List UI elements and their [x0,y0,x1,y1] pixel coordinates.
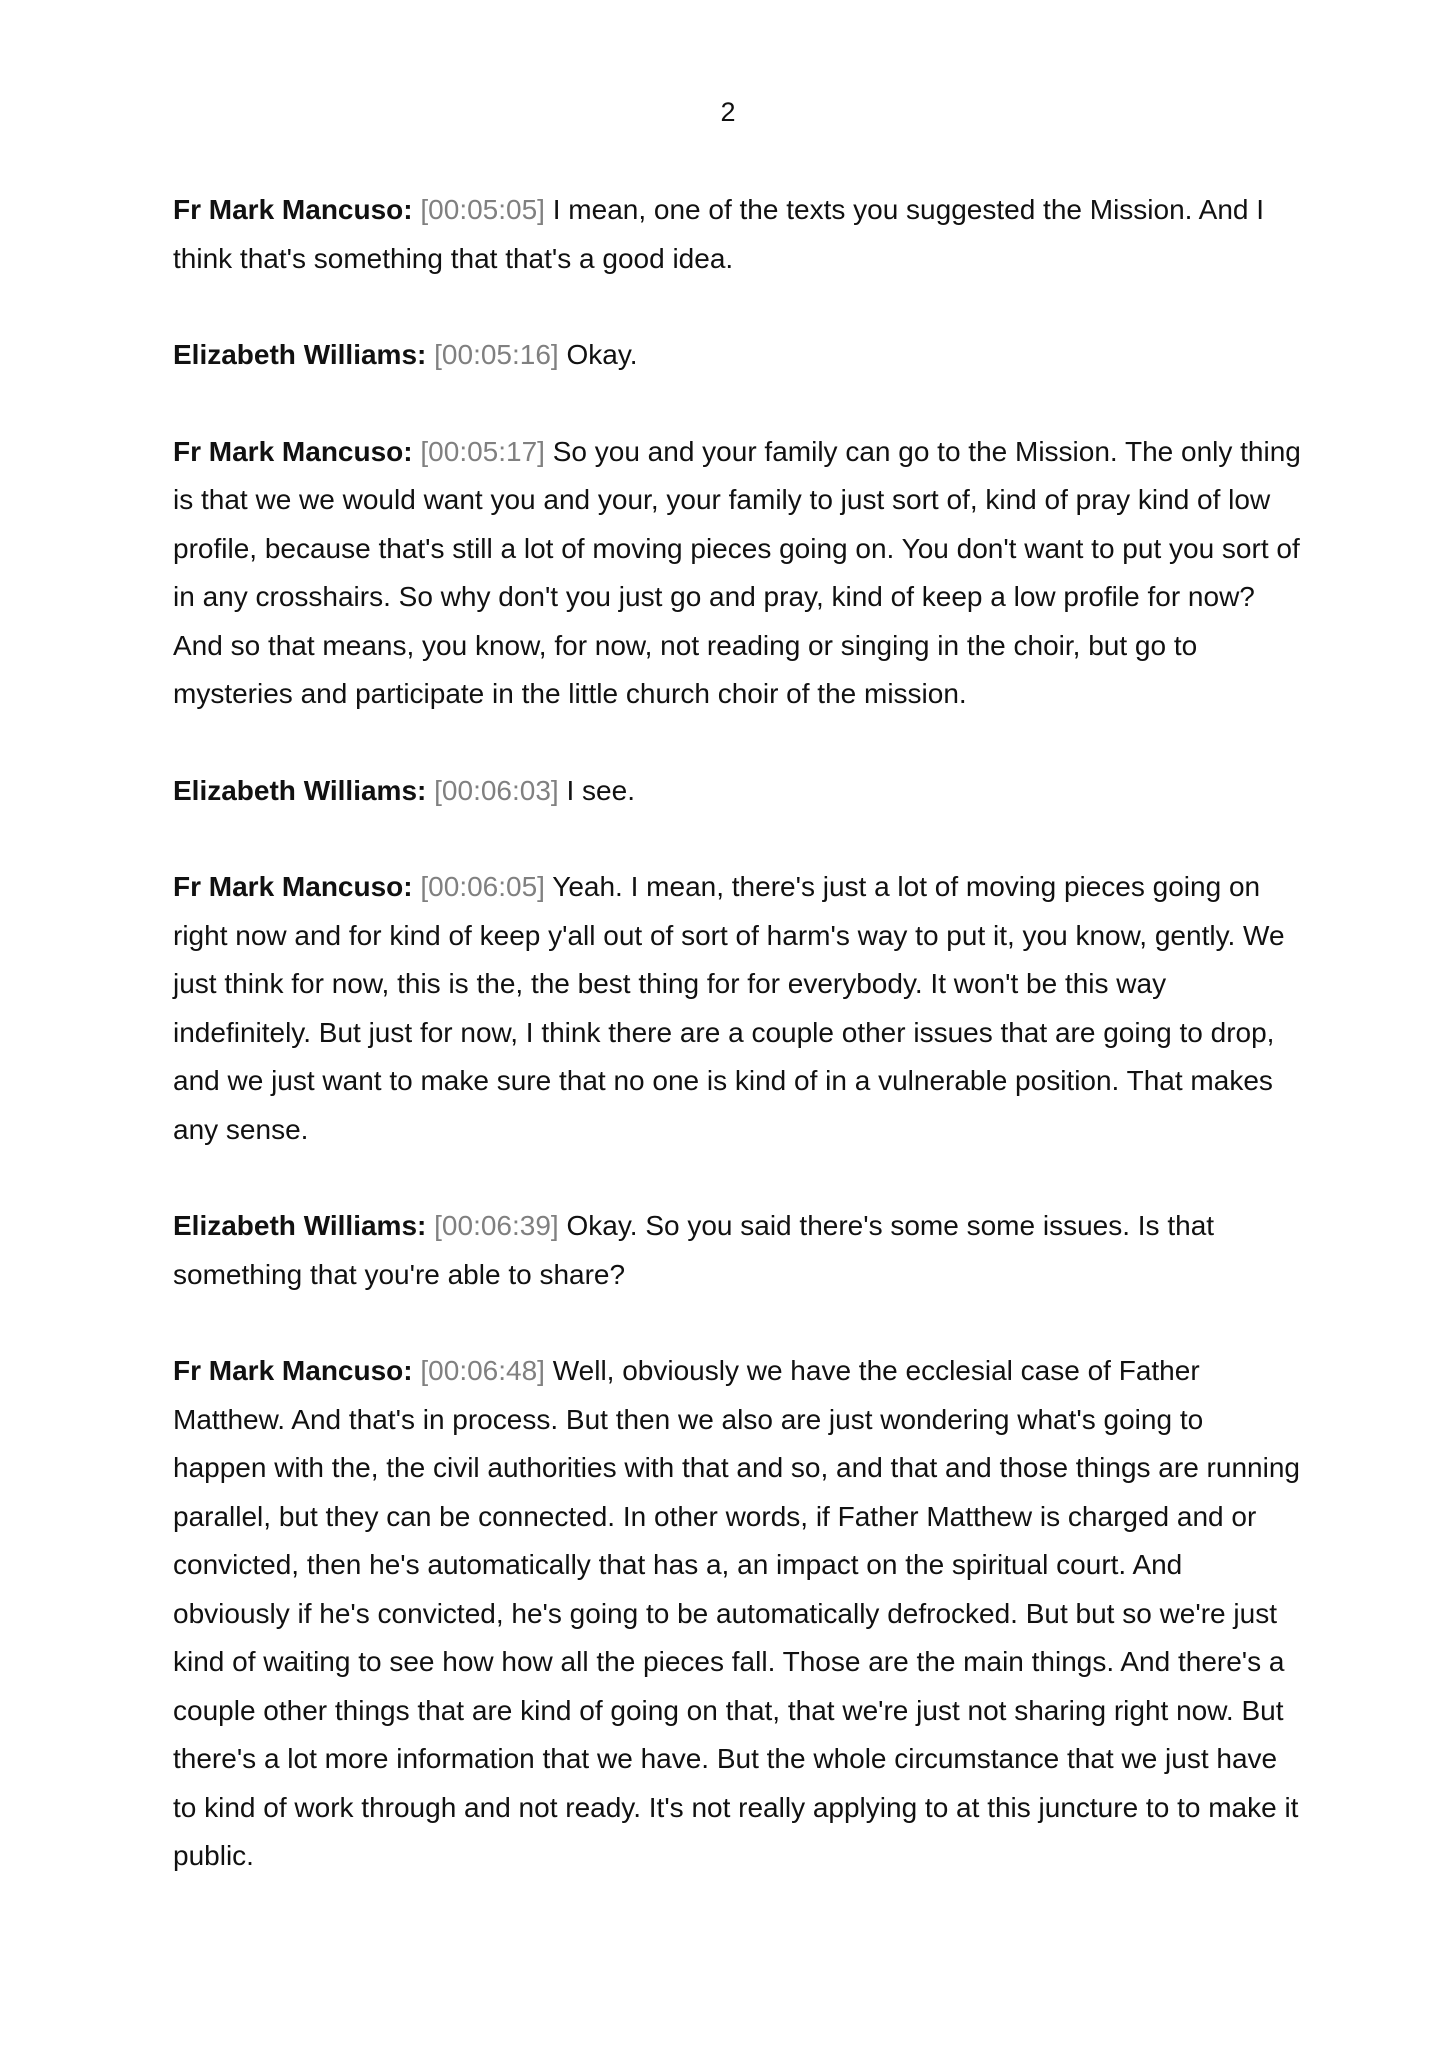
speaker-name: Elizabeth Williams: [173,1210,427,1241]
utterance-text: Okay. [566,339,638,370]
speaker-name: Fr Mark Mancuso: [173,194,413,225]
utterance [173,331,1303,380]
utterance-text: Well, obviously we have the ecclesial case of Father Matthew. And that's in process. But then we also are just wondering what's going to happen with the, the civil authorities with that and so, and that and those things are running parallel, but they can be connected. In other words, if Father Matthew is charged and or convicted, then he's automatically that has a, an impact on the spiritual court. And obviously if he's convicted, he's going to be automatically defrocked. But but so we're just kind of waiting to see how how all the pieces fall. Those are the main things. And there's a couple other things that are kind of going on that, that we're just not sharing right now. But there's a lot more information that we have. But the whole circumstance that we just have to kind of work through and not ready. It's not really applying to at this juncture to to make it public. [173,1355,1300,1871]
utterance [173,428,1303,719]
transcript [173,186,1303,1929]
timestamp: [00:05:05] [420,194,545,225]
utterance [173,863,1303,1154]
timestamp: [00:05:17] [420,435,545,467]
speaker-name: Fr Mark Mancuso: [173,1355,413,1386]
speaker-name: Elizabeth Williams: [173,339,427,370]
utterance-text: Okay. So you said there's some some issues. Is that something that you're able to share? [173,1210,1215,1290]
speaker-name: Elizabeth Williams: [173,774,427,806]
timestamp: [00:06:39] [434,1210,559,1241]
utterance-text: So you and your family can go to the Mission. The only thing is that we we would want you and your, your family to just sort of, kind of pray kind of low profile, because that's still a lot of moving pieces going on. You don't want to put you sort of in any crosshairs. So why don't you just go and pray, kind of keep a low profile for now? And so that means, you know, for now, not reading or singing in the choir, but go to mysteries and participate in the little church choir of the mission. [173,435,1301,709]
timestamp: [00:06:05] [420,871,545,902]
speaker-name: Fr Mark Mancuso: [173,871,413,902]
utterance-text: Yeah. I mean, there's just a lot of moving pieces going on right now and for kind of keep y'all out of sort of harm's way to put it, you know, gently. We just think for now, this is the, the best thing for for everybody. It won't be this way indefinitely. But just for now, I think there are a couple other issues that are going to drop, and we just want to make sure that no one is kind of in a vulnerable position. That makes any sense. [173,871,1285,1145]
timestamp: [00:06:03] [434,774,559,806]
timestamp: [00:06:48] [420,1355,545,1386]
utterance [173,1202,1303,1299]
utterance [173,1347,1303,1881]
utterance-text: I mean, one of the texts you suggested the Mission. And I think that's something that that's a good idea. [173,194,1265,274]
speaker-name: Fr Mark Mancuso: [173,435,413,467]
utterance [173,767,1303,816]
utterance [173,186,1303,283]
timestamp: [00:05:16] [434,339,559,370]
utterance-text: I see. [566,774,635,806]
page-number: 2 [720,97,736,127]
